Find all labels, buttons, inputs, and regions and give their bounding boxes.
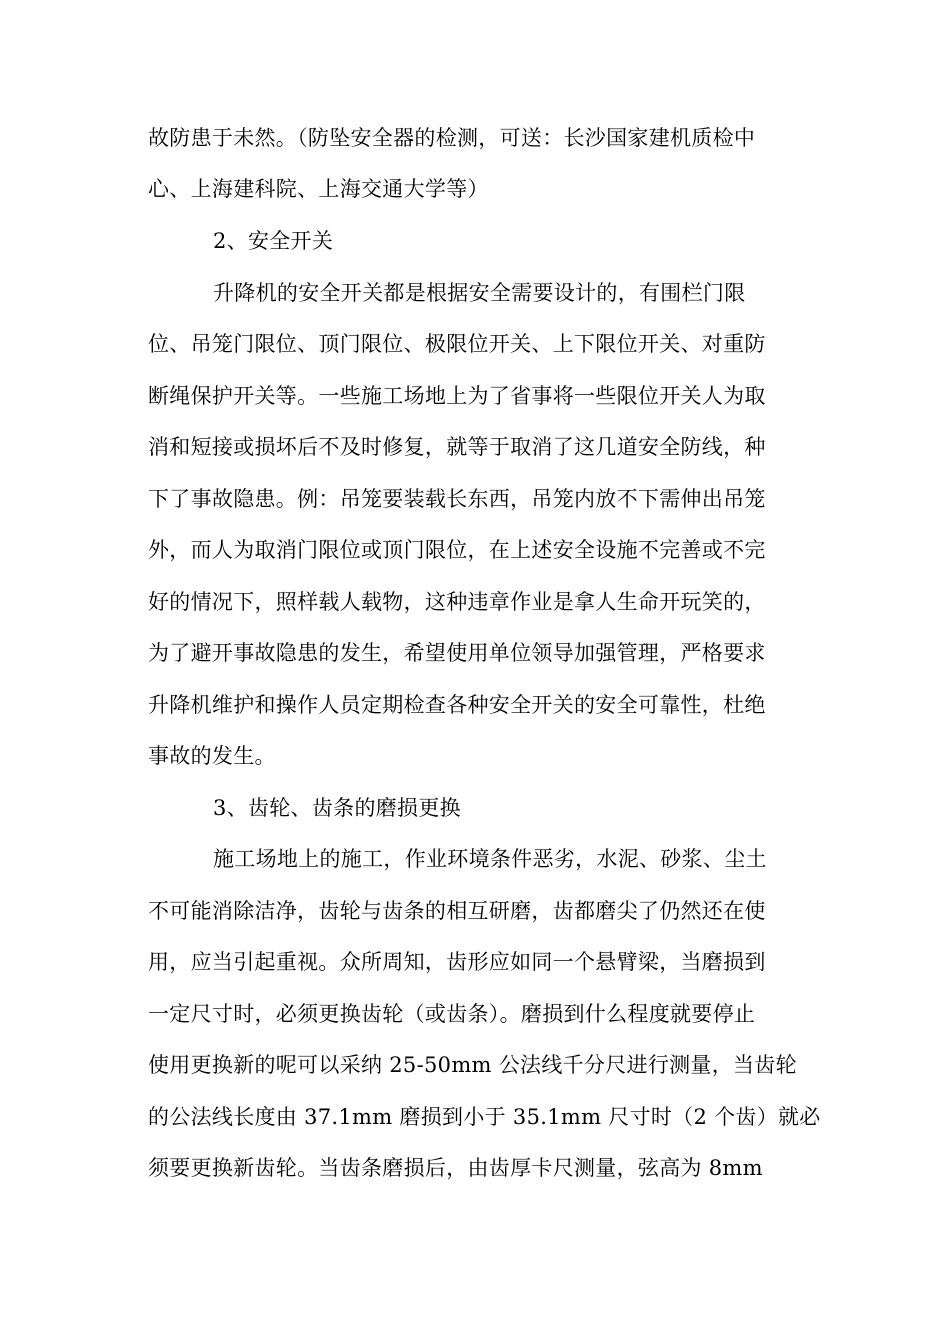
text-line: 断绳保护开关等。一些施工场地上为了省事将一些限位开关人为取 xyxy=(148,384,766,408)
text-line: 好的情况下，照样载人载物，这种违章作业是拿人生命开玩笑的， xyxy=(148,590,766,614)
text-line: 位、吊笼门限位、顶门限位、极限位开关、上下限位开关、对重防 xyxy=(148,332,766,356)
paragraph-first-line: 施工场地上的施工，作业环境条件恶劣，水泥、砂浆、尘土 xyxy=(213,847,767,871)
text-line: 不可能消除洁净，齿轮与齿条的相互研磨，齿都磨尖了仍然还在使 xyxy=(148,899,766,923)
text-line: 的公法线长度由 37.1mm 磨损到小于 35.1mm 尺寸时（2 个齿）就必 xyxy=(148,1105,821,1129)
text-line: 心、上海建科院、上海交通大学等） xyxy=(148,177,489,201)
text-line: 升降机维护和操作人员定期检查各种安全开关的安全可靠性，杜绝 xyxy=(148,693,766,717)
section-heading: 3、齿轮、齿条的磨损更换 xyxy=(213,796,461,820)
text-line: 使用更换新的呢可以采纳 25-50mm 公法线千分尺进行测量，当齿轮 xyxy=(148,1053,797,1077)
text-line: 下了事故隐患。例：吊笼要装载长东西，吊笼内放不下需伸出吊笼 xyxy=(148,487,766,511)
text-line: 一定尺寸时，必须更换齿轮（或齿条）。磨损到什么程度就要停止 xyxy=(148,1002,756,1026)
text-line: 消和短接或损坏后不及时修复，就等于取消了这几道安全防线，种 xyxy=(148,435,766,459)
text-line: 须要更换新齿轮。当齿条磨损后，由齿厚卡尺测量，弦高为 8mm xyxy=(148,1156,763,1180)
text-line: 外，而人为取消门限位或顶门限位，在上述安全设施不完善或不完 xyxy=(148,538,766,562)
text-line: 为了避开事故隐患的发生，希望使用单位领导加强管理，严格要求 xyxy=(148,641,766,665)
text-line: 用，应当引起重视。众所周知，齿形应如同一个悬臂梁，当磨损到 xyxy=(148,950,766,974)
text-line: 事故的发生。 xyxy=(148,744,276,768)
paragraph-first-line: 升降机的安全开关都是根据安全需要设计的，有围栏门限 xyxy=(213,281,746,305)
text-line: 故防患于未然。（防坠安全器的检测，可送：长沙国家建机质检中 xyxy=(148,126,756,150)
section-heading: 2、安全开关 xyxy=(213,229,334,253)
